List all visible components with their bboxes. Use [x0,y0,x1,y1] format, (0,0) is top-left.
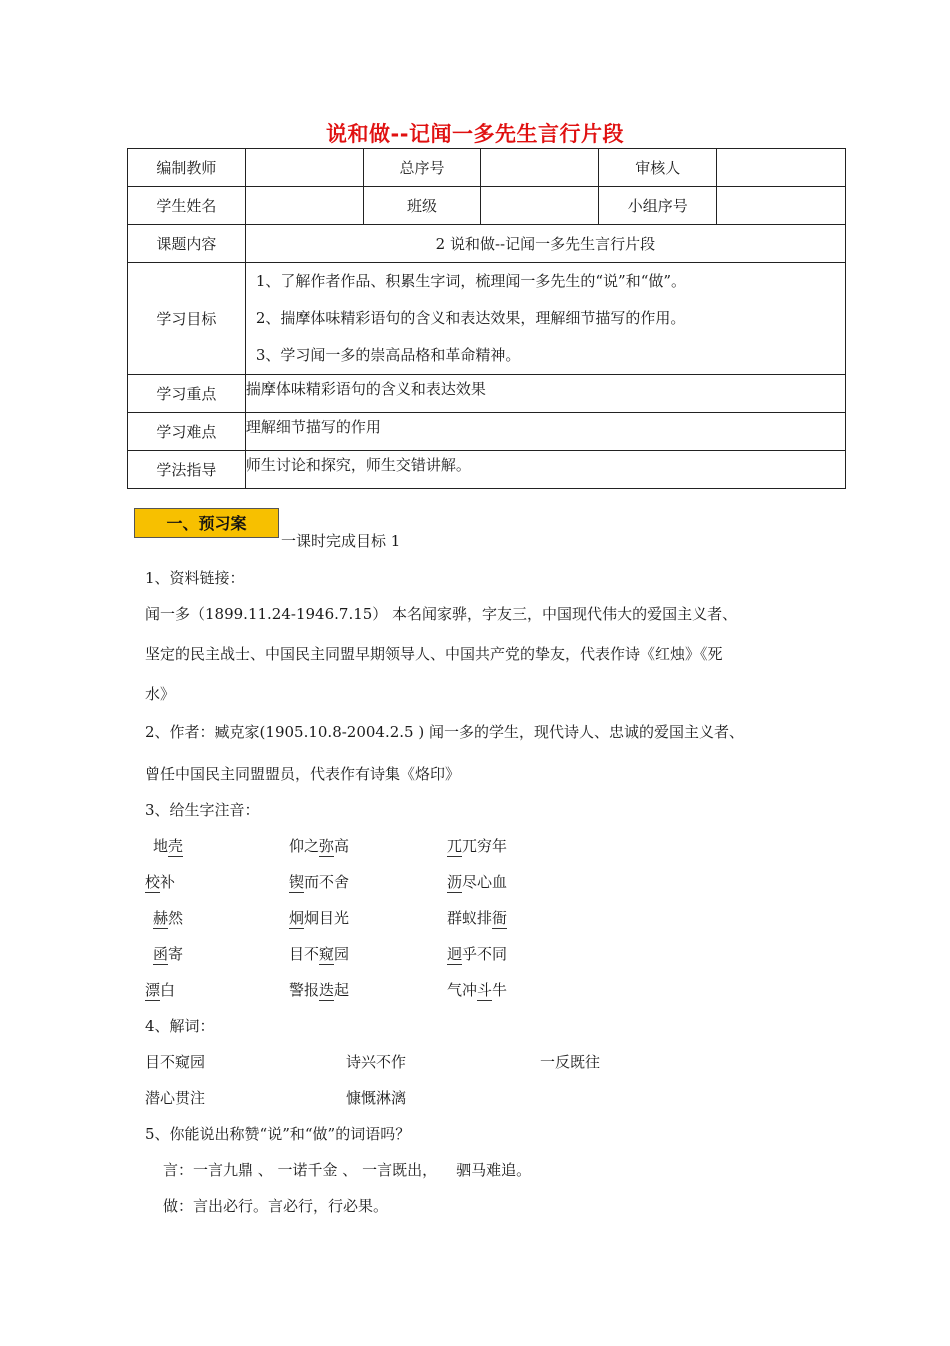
class-field[interactable] [481,187,599,225]
serial-label: 总序号 [363,149,481,187]
teacher-label: 编制教师 [128,149,246,187]
table-row [128,225,846,263]
method-label: 学法指导 [128,451,246,489]
q1-line: 坚定的民主战士、中国民主同盟早期领导人、中国共产党的挚友，代表作诗《红烛》《死 [145,645,723,663]
group-label: 小组序号 [599,187,717,225]
topic-value: 2 说和做--记闻一多先生言行片段 [245,225,845,263]
key-point-label: 学习重点 [128,375,246,413]
q2-line: 2、作者：臧克家(1905.10.8-2004.2.5 ) 闻一多的学生，现代诗人、忠诚的爱国主义者、 [145,723,744,741]
student-name-field[interactable] [245,187,363,225]
goals-label: 学习目标 [128,263,246,375]
serial-field[interactable] [481,149,599,187]
vocab-term: 诗兴不作 [346,1053,407,1071]
vocab-term: 目不窥园 [145,1053,206,1071]
table-row [128,451,846,489]
goal-item: 1、了解作者作品、积累生字词，梳理闻一多先生的“说”和“做”。 [255,272,687,290]
goals-list [245,263,845,375]
lesson-info-table [127,148,846,489]
pinyin-word: 警报迭起 [289,981,350,999]
q3-heading: 3、给生字注音： [145,801,260,819]
pinyin-word: 仰之弥高 [289,837,350,855]
teacher-field[interactable] [245,149,363,187]
pinyin-word: 地壳 [153,837,184,855]
reviewer-label: 审核人 [599,149,717,187]
vocab-term: 慷慨淋漓 [346,1089,407,1107]
pinyin-word: 函寄 [153,945,184,963]
pinyin-word: 漂白 [145,981,176,999]
student-name-label: 学生姓名 [128,187,246,225]
pinyin-word: 沥尽心血 [447,873,508,891]
q5-do-line: 做：言出必行。言必行，行必果。 [163,1197,389,1215]
pinyin-word: 迥乎不同 [447,945,508,963]
pinyin-word: 锲而不舍 [289,873,350,891]
table-row [128,263,846,375]
vocab-term: 潜心贯注 [145,1089,206,1107]
topic-label: 课题内容 [128,225,246,263]
q5-say-line: 言：一言九鼎 、 一诺千金 、 一言既出， 驷马难追。 [163,1161,532,1179]
key-point-value: 揣摩体味精彩语句的含义和表达效果 [245,375,845,413]
table-row [128,149,846,187]
goal-item: 2、揣摩体味精彩语句的含义和表达效果，理解细节描写的作用。 [255,309,686,327]
section-note: 一课时完成目标 1 [281,532,401,550]
pinyin-word: 群蚁排衙 [447,909,508,927]
q2-line: 曾任中国民主同盟盟员，代表作有诗集《烙印》 [145,765,461,783]
table-row [128,187,846,225]
vocab-term: 一反既往 [540,1053,601,1071]
pinyin-word: 气冲斗牛 [447,981,508,999]
pinyin-word: 赫然 [153,909,184,927]
difficulty-value: 理解细节描写的作用 [245,413,845,451]
group-field[interactable] [717,187,846,225]
q1-line: 闻一多（1899.11.24-1946.7.15） 本名闻家骅，字友三，中国现代伟大的爱国主义者、 [145,605,738,623]
goal-item: 3、学习闻一多的崇高品格和革命精神。 [255,346,521,364]
difficulty-label: 学习难点 [128,413,246,451]
table-row [128,375,846,413]
q1-heading: 1、资料链接： [145,569,245,587]
pinyin-word: 校补 [145,873,176,891]
document-title: 说和做--记闻一多先生言行片段 [326,122,624,146]
q4-heading: 4、解词： [145,1017,215,1035]
method-value: 师生讨论和探究，师生交错讲解。 [245,451,845,489]
class-label: 班级 [363,187,481,225]
reviewer-field[interactable] [717,149,846,187]
table-row [128,413,846,451]
q5-heading: 5、你能说出称赞“说”和“做”的词语吗？ [145,1125,411,1143]
pinyin-word: 兀兀穷年 [447,837,508,855]
preview-section-button[interactable]: 一、预习案 [134,508,279,538]
q1-line: 水》 [145,685,176,703]
pinyin-word: 炯炯目光 [289,909,350,927]
pinyin-word: 目不窥园 [289,945,350,963]
